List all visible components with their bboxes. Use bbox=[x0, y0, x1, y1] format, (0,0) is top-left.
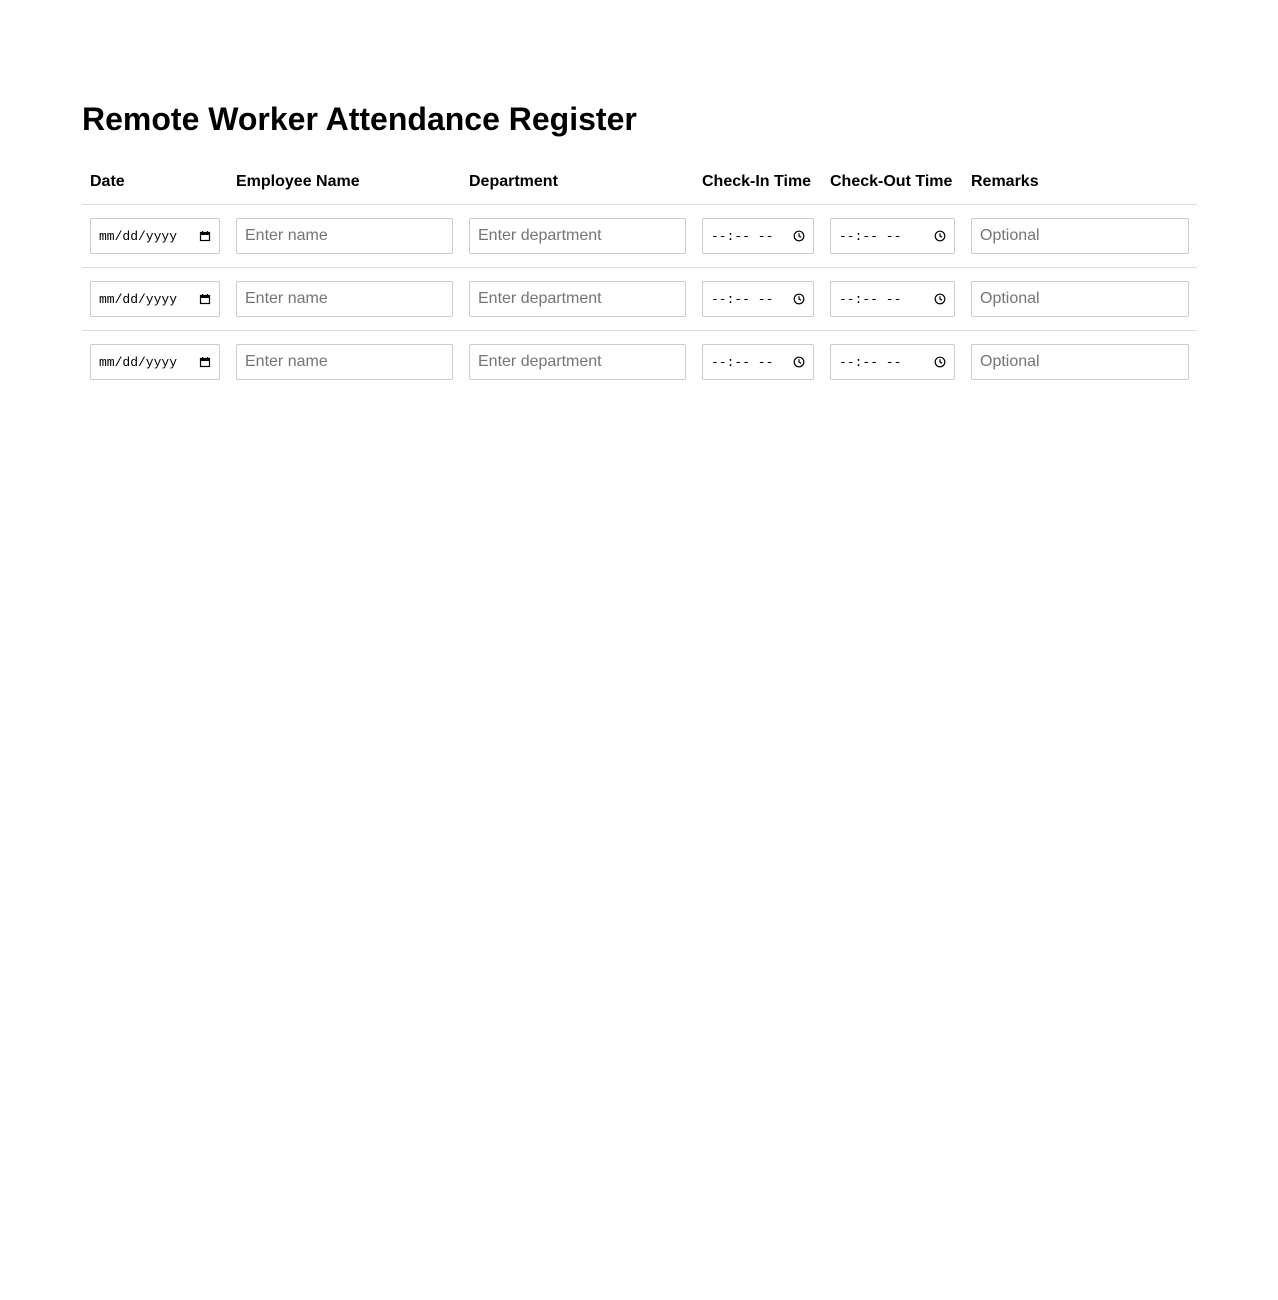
calendar-icon[interactable] bbox=[199, 230, 211, 242]
date-input[interactable] bbox=[90, 281, 220, 317]
date-input-value: mm/dd/yyyy bbox=[99, 354, 178, 370]
column-header-employee-name: Employee Name bbox=[228, 160, 461, 205]
clock-icon[interactable] bbox=[793, 356, 805, 368]
attendance-table bbox=[82, 160, 1197, 393]
employee-name-field[interactable] bbox=[236, 344, 453, 380]
employee-name-input[interactable] bbox=[245, 353, 444, 371]
column-header-date: Date bbox=[82, 160, 228, 205]
remarks-input[interactable] bbox=[980, 227, 1180, 245]
employee-name-input[interactable] bbox=[245, 227, 444, 245]
column-header-department: Department bbox=[461, 160, 694, 205]
calendar-icon[interactable] bbox=[199, 356, 211, 368]
check-in-time-input[interactable] bbox=[702, 281, 814, 317]
check-out-time-input[interactable] bbox=[830, 344, 955, 380]
check-out-time-input[interactable] bbox=[830, 281, 955, 317]
remarks-field[interactable] bbox=[971, 344, 1189, 380]
clock-icon[interactable] bbox=[934, 293, 946, 305]
check-in-time-value: --:-- -- bbox=[711, 228, 774, 244]
date-input-value: mm/dd/yyyy bbox=[99, 291, 178, 307]
column-header-check-out-time: Check-Out Time bbox=[822, 160, 963, 205]
department-field[interactable] bbox=[469, 281, 686, 317]
check-in-time-value: --:-- -- bbox=[711, 354, 774, 370]
check-in-time-input[interactable] bbox=[702, 218, 814, 254]
remarks-input[interactable] bbox=[980, 353, 1180, 371]
column-header-check-in-time: Check-In Time bbox=[694, 160, 822, 205]
department-input[interactable] bbox=[478, 290, 677, 308]
employee-name-field[interactable] bbox=[236, 281, 453, 317]
page-title: Remote Worker Attendance Register bbox=[82, 101, 637, 137]
table-row bbox=[82, 331, 1197, 394]
table-row bbox=[82, 205, 1197, 268]
check-out-time-input[interactable] bbox=[830, 218, 955, 254]
department-field[interactable] bbox=[469, 344, 686, 380]
remarks-field[interactable] bbox=[971, 218, 1189, 254]
date-input[interactable] bbox=[90, 344, 220, 380]
department-input[interactable] bbox=[478, 353, 677, 371]
employee-name-input[interactable] bbox=[245, 290, 444, 308]
remarks-input[interactable] bbox=[980, 290, 1180, 308]
calendar-icon[interactable] bbox=[199, 293, 211, 305]
clock-icon[interactable] bbox=[793, 293, 805, 305]
clock-icon[interactable] bbox=[793, 230, 805, 242]
check-out-time-value: --:-- -- bbox=[839, 291, 902, 307]
department-field[interactable] bbox=[469, 218, 686, 254]
department-input[interactable] bbox=[478, 227, 677, 245]
date-input[interactable] bbox=[90, 218, 220, 254]
column-header-remarks: Remarks bbox=[963, 160, 1197, 205]
clock-icon[interactable] bbox=[934, 356, 946, 368]
check-out-time-value: --:-- -- bbox=[839, 228, 902, 244]
clock-icon[interactable] bbox=[934, 230, 946, 242]
check-out-time-value: --:-- -- bbox=[839, 354, 902, 370]
table-row bbox=[82, 268, 1197, 331]
employee-name-field[interactable] bbox=[236, 218, 453, 254]
check-in-time-input[interactable] bbox=[702, 344, 814, 380]
check-in-time-value: --:-- -- bbox=[711, 291, 774, 307]
date-input-value: mm/dd/yyyy bbox=[99, 228, 178, 244]
table-header-row bbox=[82, 160, 1197, 205]
remarks-field[interactable] bbox=[971, 281, 1189, 317]
